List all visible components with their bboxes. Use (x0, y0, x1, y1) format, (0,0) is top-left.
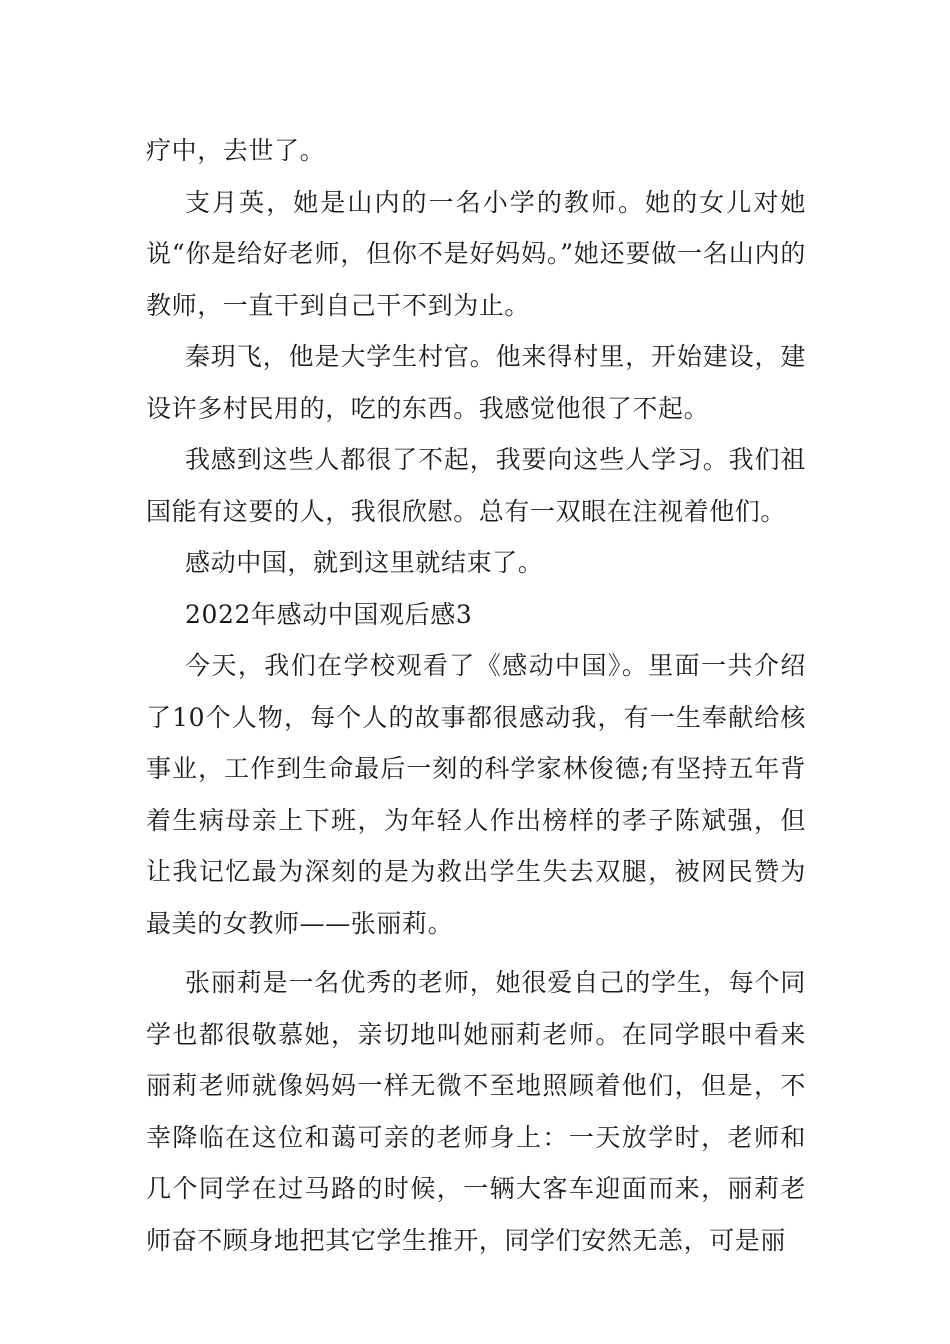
paragraph-reflection: 我感到这些人都很了不起，我要向这些人学习。我们祖国能有这要的人，我很欣慰。总有一双眼在注视着他们。 (146, 445, 806, 526)
paragraph-qin-yuefei: 秦玥飞，他是大学生村官。他来得村里，开始建设，建设许多村民用的，吃的东西。我感觉他很了不起。 (146, 342, 806, 423)
paragraph-continuation: 疗中，去世了。 (146, 136, 326, 165)
paragraph-closing: 感动中国，就到这里就结束了。 (185, 548, 544, 577)
paragraph-intro: 今天，我们在学校观看了《感动中国》。里面一共介绍了10个人物，每个人的故事都很感动我，有一生奉献给核事业，工作到生命最后一刻的科学家林俊德;有坚持五年背着生病母亲上下班，为年轻人作出榜样的孝子陈斌强，但让我记忆最为深刻的是为救出学生失去双腿，被网民赞为最美的女教师——张丽莉。 (146, 651, 806, 938)
section-heading: 2022年感动中国观后感3 (185, 599, 473, 629)
document-body (146, 125, 806, 1266)
paragraph-zhi-yueying: 支月英，她是山内的一名小学的教师。她的女儿对她说“你是给好老师，但你不是好妈妈。”她还要做一名山内的教师，一直干到自己干不到为止。 (146, 187, 806, 320)
paragraph-zhang-lili: 张丽莉是一名优秀的老师，她很爱自己的学生，每个同学也都很敬慕她，亲切地叫她丽莉老师。在同学眼中看来丽莉老师就像妈妈一样无微不至地照顾着他们，但是，不幸降临在这位和蔼可亲的老师身上：一天放学时，老师和几个同学在过马路的时候，一辆大客车迎面而来，丽莉老师奋不顾身地把其它学生推开，同学们安然无恙，可是丽 (146, 968, 806, 1255)
